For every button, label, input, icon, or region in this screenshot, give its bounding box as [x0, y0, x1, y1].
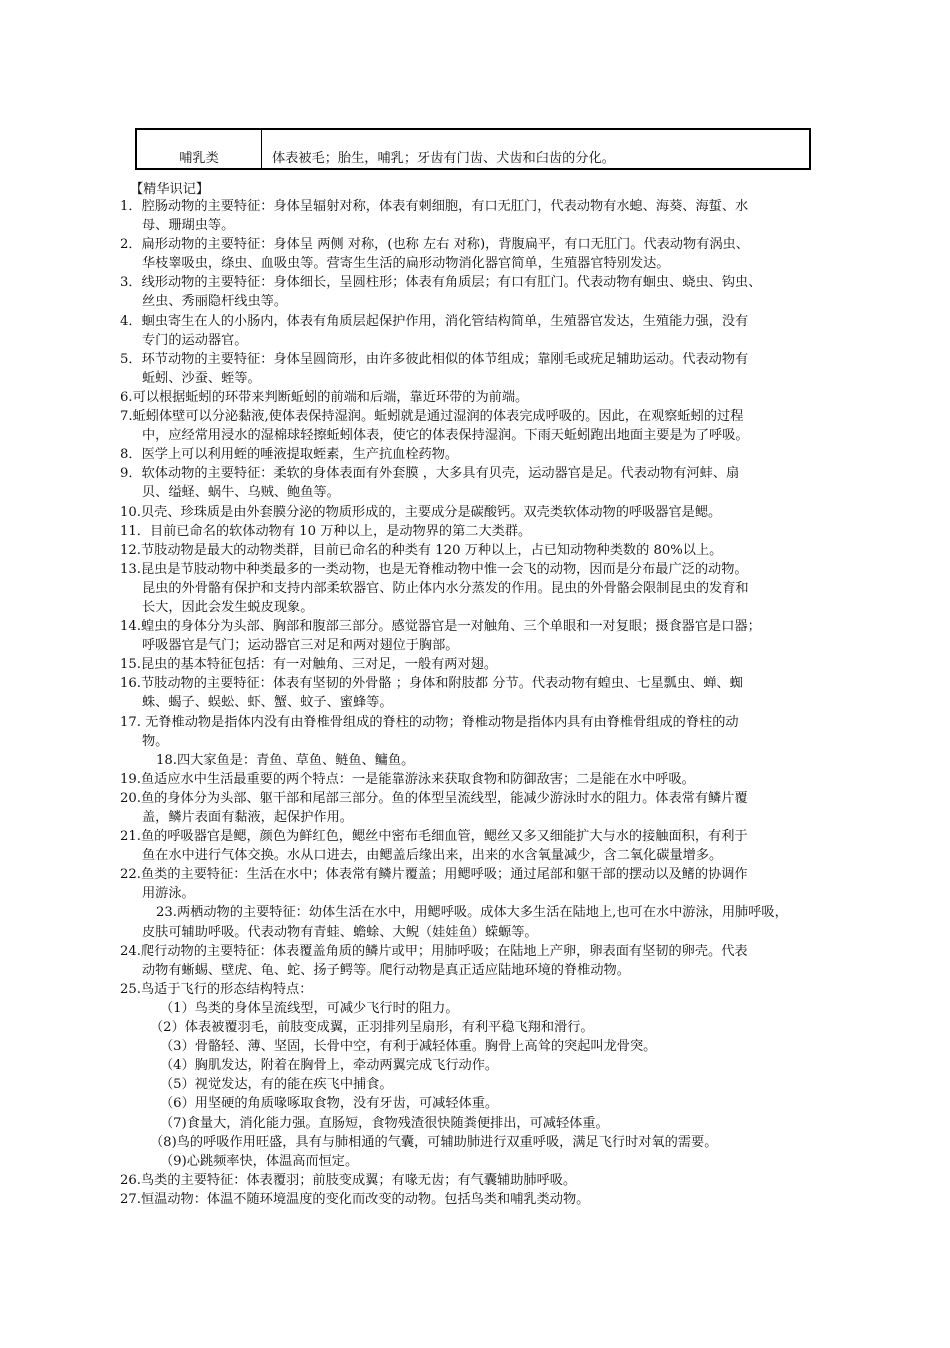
note-line: 5．环节动物的主要特征：身体呈圆筒形，由许多彼此相似的体节组成；靠刚毛或疣足辅助运动。代表动物有 [120, 351, 749, 367]
note-line: 昆虫的外骨骼有保护和支持内部柔软器官、防止体内水分蒸发的作用。昆虫的外骨骼会限制昆虫的发育和 [142, 580, 749, 596]
note-line: 母、珊瑚虫等。 [142, 218, 235, 234]
note-line: （5）视觉发达，有的能在疾飞中捕食。 [160, 1077, 393, 1093]
note-line: 18.四大家鱼是：青鱼、草鱼、鲢鱼、鳙鱼。 [156, 752, 415, 768]
note-line: 6.可以根据蚯蚓的环带来判断蚯蚓的前端和后端，靠近环带的为前端。 [120, 389, 529, 405]
note-line: 14.蝗虫的身体分为头部、胸部和腹部三部分。感觉器官是一对触角、三个单眼和一对复眼；摄食器官是口器； [120, 619, 761, 635]
note-line: 丝虫、秀丽隐杆线虫等。 [142, 294, 288, 310]
note-line: 10.贝壳、珍珠质是由外套膜分泌的物质形成的，主要成分是碳酸钙。双壳类软体动物的呼吸器官是鳃。 [120, 504, 722, 520]
note-line: 23.两栖动物的主要特征：幼体生活在水中，用鳃呼吸。成体大多生活在陆地上,也可在水中游泳，用肺呼吸， [156, 905, 788, 921]
note-line: 13.昆虫是节肢动物中种类最多的一类动物，也是无脊椎动物中惟一会飞的动物，因而是分布最广泛的动物。 [120, 561, 748, 577]
note-line: （1）鸟类的身体呈流线型，可减少飞行时的阻力。 [160, 1000, 459, 1016]
note-line: （9)心跳频率快，体温高而恒定。 [160, 1153, 359, 1169]
note-line: 3．线形动物的主要特征：身体细长，呈圆柱形；体表有角质层；有口有肛门。代表动物有蛔虫、蛲虫、钩虫、 [120, 275, 762, 291]
note-line: 盖，鳞片表面有黏液，起保护作用。 [142, 810, 353, 825]
note-line: 2．扁形动物的主要特征：身体呈 两侧 对称，(也称 左右 对称)，背腹扁平，有口无肛门。代表动物有涡虫、 [120, 237, 749, 253]
classification-table [135, 128, 811, 170]
notes-list [120, 197, 830, 1209]
note-line: （2）体表被覆羽毛，前肢变成翼，正羽排列呈扇形，有利平稳飞翔和滑行。 [150, 1020, 594, 1036]
note-line: 7.蚯蚓体壁可以分泌黏液,使体表保持湿润。蚯蚓就是通过湿润的体表完成呼吸的。因此，在观察蚯蚓的过程 [120, 409, 744, 425]
note-line: 4．蛔虫寄生在人的小肠内，体表有角质层起保护作用，消化管结构简单，生殖器官发达，生殖能力强，没有 [120, 313, 749, 329]
note-line: 专门的运动器官。 [142, 332, 248, 348]
category-cell: 哺乳类 [136, 129, 262, 169]
note-line: 16.节肢动物的主要特征：体表有坚韧的外骨骼 ；身体和附肢都 分节。代表动物有蝗虫、七星瓢虫、蝉、蜘 [120, 676, 743, 692]
note-line: 9．软体动物的主要特征：柔软的身体表面有外套膜 ，大多具有贝壳，运动器官是足。代表动物有河蚌、扇 [120, 466, 740, 482]
note-line: 用游泳。 [142, 886, 195, 902]
note-line: 19.鱼适应水中生活最重要的两个特点：一是能靠游泳来获取食物和防御敌害；二是能在水中呼吸。 [120, 771, 695, 787]
note-line: （8)鸟的呼吸作用旺盛，具有与肺相通的气囊，可辅助肺进行双重呼吸，满足飞行时对氧的需要。 [150, 1134, 718, 1150]
note-line: 蛛、蝎子、蜈蚣、虾、蟹、蚊子、蜜蜂等。 [142, 695, 393, 711]
note-line: 24.爬行动物的主要特征：体表覆盖角质的鳞片或甲；用肺呼吸；在陆地上产卵，卵表面有坚韧的卵壳。代表 [120, 943, 748, 959]
note-line: 17. 无脊椎动物是指体内没有由脊椎骨组成的脊柱的动物；脊椎动物是指体内具有由脊椎骨组成的脊柱的动 [120, 714, 739, 730]
note-line: 中，应经常用浸水的湿棉球轻擦蚯蚓体表，使它的体表保持湿润。下雨天蚯蚓跑出地面主要是为了呼吸。 [142, 428, 749, 444]
note-line: （7)食量大，消化能力强。直肠短，食物残渣很快随粪便排出，可减轻体重。 [160, 1115, 609, 1131]
note-line: 25.鸟适于飞行的形态结构特点： [120, 981, 313, 997]
description-cell: 体表被毛；胎生，哺乳；牙齿有门齿、犬齿和臼齿的分化。 [262, 129, 811, 169]
note-line: 贝、缢蛏、蜗牛、乌贼、鲍鱼等。 [142, 485, 340, 501]
note-line: 华枝睾吸虫，绦虫、血吸虫等。营寄生生活的扁形动物消化器官简单，生殖器官特别发达。 [142, 256, 670, 272]
note-line: 20.鱼的身体分为头部、躯干部和尾部三部分。鱼的体型呈流线型，能减少游泳时水的阻力。体表常有鳞片覆 [120, 790, 748, 806]
note-line: 鱼在水中进行气体交换。水从口进去，由鳃盖后缘出来，出来的水含氧量减少，含二氧化碳量增多。 [142, 848, 723, 864]
note-line: 呼吸器官是气门；运动器官三对足和两对翅位于胸部。 [142, 638, 459, 654]
note-line: 1．腔肠动物的主要特征：身体呈辐射对称，体表有刺细胞，有口无肛门，代表动物有水螅、海葵、海蜇、水 [120, 199, 749, 214]
note-line: 15.昆虫的基本特征包括：有一对触角、三对足，一般有两对翅。 [120, 657, 498, 673]
note-line: 皮肤可辅助呼吸。代表动物有青蛙、蟾蜍、大鲵（娃娃鱼）蝾螈等。 [142, 924, 538, 940]
note-line: 动物有蜥蜴、壁虎、龟、蛇、扬子鳄等。爬行动物是真正适应陆地环境的脊椎动物。 [142, 962, 630, 978]
note-line: （6）用坚硬的角质喙啄取食物，没有牙齿，可减轻体重。 [160, 1096, 499, 1112]
note-line: 22.鱼类的主要特征：生活在水中；体表常有鳞片覆盖；用鳃呼吸；通过尾部和躯干部的摆动以及鳍的协调作 [120, 867, 748, 883]
table-row [136, 129, 810, 169]
section-heading: 【精华识记】 [130, 182, 210, 197]
note-line: （3）骨骼轻、薄、坚固，长骨中空，有利于减轻体重。胸骨上高耸的突起叫龙骨突。 [160, 1039, 657, 1055]
note-line: 8．医学上可以利用蛭的唾液提取蛭素，生产抗血栓药物。 [120, 447, 459, 463]
note-line: 12.节肢动物是最大的动物类群，目前已命名的种类有 120 万种以上，占已知动物种类数的 80%以上。 [120, 542, 723, 558]
note-line: 长大，因此会发生蜕皮现象。 [142, 599, 314, 615]
note-line: （4）胸肌发达，附着在胸骨上，牵动两翼完成飞行动作。 [160, 1058, 499, 1074]
note-line: 27.恒温动物：体温不随环境温度的变化而改变的动物。包括鸟类和哺乳类动物。 [120, 1191, 590, 1207]
note-line: 11．目前已命名的软体动物有 10 万种以上，是动物界的第二大类群。 [120, 523, 532, 539]
note-line: 21.鱼的呼吸器官是鳃，颜色为鲜红色，鳃丝中密布毛细血管，鳃丝又多又细能扩大与水的接触面积，有利于 [120, 829, 748, 845]
note-line: 物。 [142, 733, 169, 749]
note-line: 蚯蚓、沙蚕、蛭等。 [142, 370, 261, 386]
note-line: 26.鸟类的主要特征：体表覆羽；前肢变成翼；有喙无齿；有气囊辅助肺呼吸。 [120, 1172, 577, 1188]
